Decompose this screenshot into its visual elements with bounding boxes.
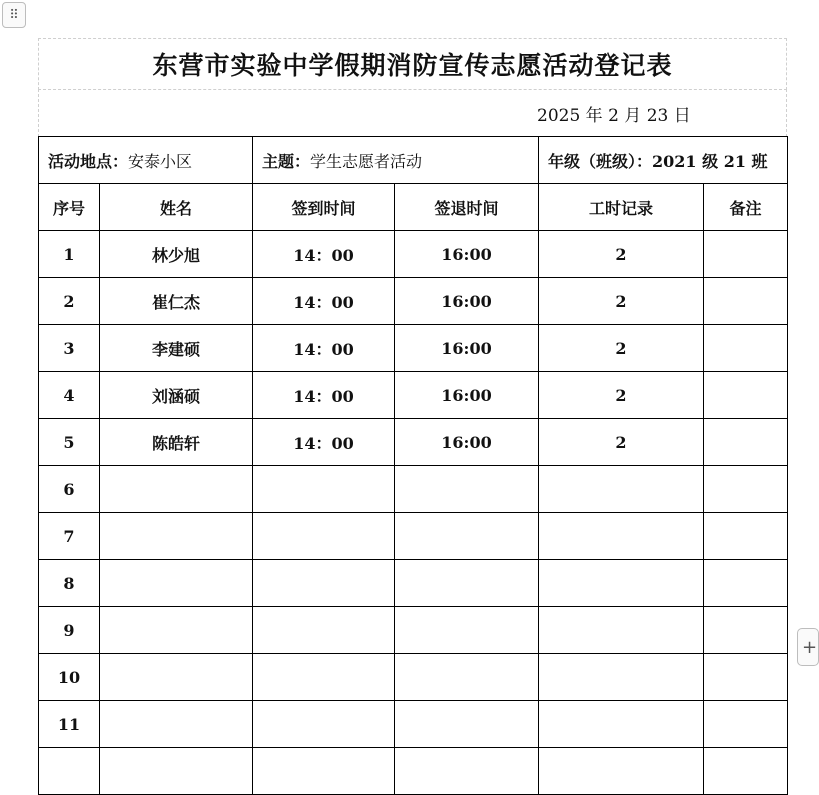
grade-label: 年级（班级）： (548, 151, 653, 171)
cell-hours[interactable]: 2 (539, 278, 704, 325)
cell-hours[interactable]: 2 (539, 419, 704, 466)
cell-name[interactable]: 林少旭 (100, 231, 253, 278)
location-label: 活动地点： (48, 151, 129, 171)
cell-checkout[interactable]: 16:00 (395, 419, 539, 466)
cell-note[interactable] (704, 325, 788, 372)
cell-checkout[interactable]: 16:00 (395, 231, 539, 278)
header-checkout[interactable]: 签退时间 (395, 184, 539, 231)
cell-hours[interactable] (539, 654, 704, 701)
info-row (39, 137, 788, 184)
cell-hours[interactable]: 2 (539, 325, 704, 372)
theme-cell[interactable] (253, 137, 539, 184)
cell-name[interactable] (100, 654, 253, 701)
grade-cell[interactable] (539, 137, 788, 184)
cell-no[interactable]: 7 (39, 513, 100, 560)
cell-hours[interactable]: 2 (539, 231, 704, 278)
cell-name[interactable] (100, 607, 253, 654)
drag-handle-icon: ⠿ (9, 7, 19, 23)
table-row (39, 419, 788, 466)
cell-checkin[interactable] (253, 701, 395, 748)
grade-value: 2021 级 21 班 (652, 151, 768, 171)
cell-note[interactable] (704, 278, 788, 325)
location-cell[interactable] (39, 137, 253, 184)
cell-name[interactable] (100, 701, 253, 748)
table-row (39, 654, 788, 701)
cell-no[interactable]: 6 (39, 466, 100, 513)
table-drag-handle[interactable] (2, 2, 26, 28)
cell-note[interactable] (704, 654, 788, 701)
cell-no[interactable]: 2 (39, 278, 100, 325)
cell-name[interactable] (100, 748, 253, 795)
cell-hours[interactable] (539, 466, 704, 513)
cell-no[interactable]: 3 (39, 325, 100, 372)
table-row (39, 325, 788, 372)
date-text: 2025 年 2 月 23 日 (537, 106, 691, 126)
cell-note[interactable] (704, 607, 788, 654)
theme-label: 主题： (262, 151, 311, 171)
header-checkin[interactable]: 签到时间 (253, 184, 395, 231)
cell-hours[interactable] (539, 607, 704, 654)
cell-hours[interactable]: 2 (539, 372, 704, 419)
cell-checkout[interactable] (395, 513, 539, 560)
table-row (39, 231, 788, 278)
cell-checkin[interactable]: 14：00 (253, 325, 395, 372)
cell-name[interactable] (100, 466, 253, 513)
cell-name[interactable] (100, 513, 253, 560)
table-row (39, 560, 788, 607)
cell-checkin[interactable]: 14：00 (253, 419, 395, 466)
date-row (38, 89, 787, 137)
cell-no[interactable]: 11 (39, 701, 100, 748)
cell-note[interactable] (704, 513, 788, 560)
registration-table (38, 136, 788, 795)
table-row (39, 513, 788, 560)
cell-checkout[interactable] (395, 466, 539, 513)
cell-name[interactable] (100, 560, 253, 607)
header-name[interactable]: 姓名 (100, 184, 253, 231)
cell-name[interactable]: 李建硕 (100, 325, 253, 372)
location-value: 安泰小区 (128, 151, 193, 171)
table-row (39, 278, 788, 325)
cell-no[interactable]: 8 (39, 560, 100, 607)
cell-note[interactable] (704, 419, 788, 466)
cell-checkout[interactable] (395, 560, 539, 607)
theme-value: 学生志愿者活动 (310, 151, 423, 171)
cell-note[interactable] (704, 231, 788, 278)
cell-no[interactable]: 10 (39, 654, 100, 701)
cell-no[interactable]: 4 (39, 372, 100, 419)
table-row (39, 748, 788, 795)
cell-hours[interactable] (539, 513, 704, 560)
table-row (39, 607, 788, 654)
cell-note[interactable] (704, 466, 788, 513)
cell-checkin[interactable] (253, 560, 395, 607)
cell-checkout[interactable]: 16:00 (395, 325, 539, 372)
cell-hours[interactable] (539, 560, 704, 607)
cell-checkin[interactable]: 14：00 (253, 231, 395, 278)
cell-checkout[interactable] (395, 607, 539, 654)
header-row (39, 184, 788, 231)
cell-checkin[interactable] (253, 748, 395, 795)
cell-no[interactable]: 5 (39, 419, 100, 466)
cell-checkin[interactable] (253, 654, 395, 701)
cell-note[interactable] (704, 748, 788, 795)
cell-checkin[interactable] (253, 607, 395, 654)
cell-checkout[interactable] (395, 654, 539, 701)
title-text: 东营市实验中学假期消防宣传志愿活动登记表 (152, 51, 673, 80)
plus-icon: + (802, 636, 818, 658)
document-title (38, 38, 787, 90)
cell-note[interactable] (704, 701, 788, 748)
cell-note[interactable] (704, 560, 788, 607)
table-row (39, 701, 788, 748)
cell-name[interactable]: 陈皓轩 (100, 419, 253, 466)
cell-checkout[interactable] (395, 701, 539, 748)
cell-checkin[interactable]: 14：00 (253, 372, 395, 419)
table-row (39, 372, 788, 419)
cell-no[interactable] (39, 748, 100, 795)
header-no[interactable]: 序号 (39, 184, 100, 231)
header-note[interactable]: 备注 (704, 184, 788, 231)
cell-checkin[interactable] (253, 466, 395, 513)
cell-name[interactable]: 刘涵硕 (100, 372, 253, 419)
cell-hours[interactable] (539, 748, 704, 795)
cell-no[interactable]: 1 (39, 231, 100, 278)
cell-checkin[interactable] (253, 513, 395, 560)
header-hours[interactable]: 工时记录 (539, 184, 704, 231)
cell-name[interactable]: 崔仁杰 (100, 278, 253, 325)
cell-note[interactable] (704, 372, 788, 419)
cell-checkout[interactable] (395, 748, 539, 795)
cell-hours[interactable] (539, 701, 704, 748)
table-row (39, 466, 788, 513)
cell-no[interactable]: 9 (39, 607, 100, 654)
cell-checkout[interactable]: 16:00 (395, 278, 539, 325)
cell-checkout[interactable]: 16:00 (395, 372, 539, 419)
add-column-button[interactable] (797, 628, 819, 666)
cell-checkin[interactable]: 14：00 (253, 278, 395, 325)
